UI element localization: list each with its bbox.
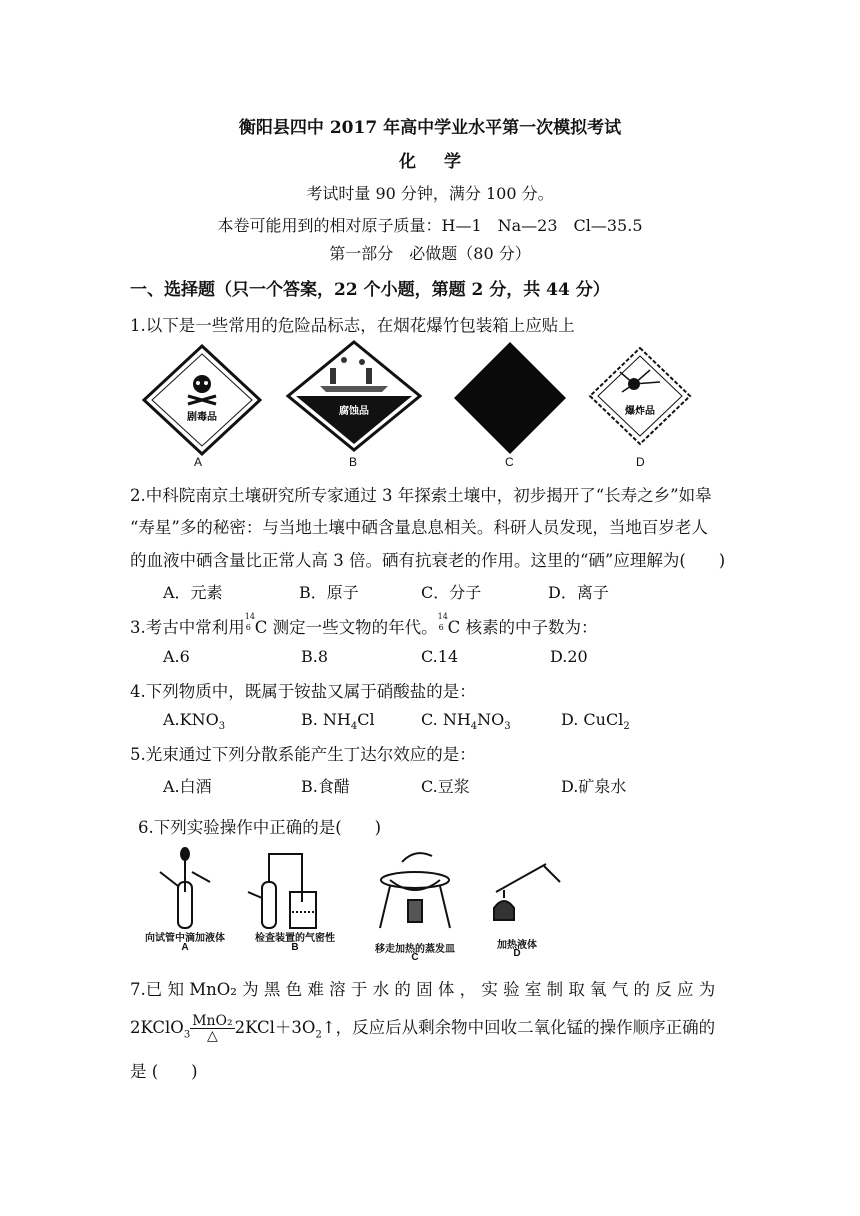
q2-option-d: D．离子 [548,583,609,602]
q3-element-1: C [254,618,268,637]
q5-stem: 5.光束通过下列分散系能产生丁达尔效应的是： [130,745,476,764]
q7-eq-left: 2KClO [130,1018,184,1037]
q5-option-a: A.白酒 [163,777,212,796]
q4-stem: 4.下列物质中，既属于铵盐又属于硝酸盐的是： [130,682,476,701]
q1-label-d: D [636,455,645,469]
q2-line-3: 的血液中硒含量比正常人高 3 倍。硒有抗衰老的作用。这里的“硒”应理解为( ) [130,551,726,570]
section-title: 一、选择题（只一个答案，22 个小题，第题 2 分，共 44 分） [130,280,610,300]
q6-label-d: D [513,948,521,959]
q1-label-a: A [194,455,203,469]
lab-operations-figure [140,842,580,934]
q3-nuclide-mass-2: 14 [437,612,448,621]
q7-eq-left-sub: 3 [183,1029,191,1041]
toxic-sign-text: 剧毒品 [187,412,217,423]
q7-line-1: 7.已 知 MnO₂ 为 黑 色 难 溶 于 水 的 固 体 ， 实 验 室 制 取 氧 气 的 反 应 为 [130,980,716,999]
subject-title [0,147,860,172]
q3-stem-b: 测定一些文物的年代。 [272,618,438,637]
q2-option-c: C．分子 [421,583,482,602]
q5-option-b: B.食醋 [301,777,350,796]
q6-caption-a: 向试管中滴加液体 [145,933,225,944]
corrosive-sign-icon [288,342,420,450]
q3-option-b: B.8 [301,647,329,666]
q7-eq-right-sub: 2 [315,1029,322,1041]
q4-c-text: C. NH [421,710,471,729]
q6-label-b: B [291,942,299,953]
corrosive-sign-text: 腐蚀品 [339,406,369,417]
q4-b-text: B. NH [301,710,351,729]
q7-catalyst: MnO₂ [192,1013,233,1029]
q6-label-a: A [181,942,189,953]
q4-d-sub: 2 [623,721,630,733]
evaporating-dish-icon [380,853,450,928]
q7-eq-tail: ↑，反应后从剩余物中回收二氧化锰的操作顺序正确的 [321,1018,716,1037]
q4-a-text: A.KNO [163,710,219,729]
hazard-signs [130,338,730,458]
q1-label-b: B [349,455,358,469]
q5-option-d: D.矿泉水 [561,777,627,796]
q2-option-b: B．原子 [299,583,359,602]
q3-nuclide-1 [245,614,255,630]
q3-stem [130,614,598,638]
explosive-sign-icon [590,348,690,444]
time-info: 考试时量 90 分钟，满分 100 分。 [306,184,554,203]
q4-c-mid: NO [477,710,505,729]
q2-line-1: 2.中科院南京土壤研究所专家通过 3 年探索土壤中，初步揭开了“长寿之乡”如皋 [130,486,712,505]
q3-option-c: C.14 [421,647,459,666]
q4-option-b [301,710,375,732]
q5-option-c: C.豆浆 [421,777,470,796]
q2-option-a: A．元素 [163,583,223,602]
q1-label-c: C [505,455,514,469]
q1-stem: 1.以下是一些常用的危险品标志，在烟花爆竹包装箱上应贴上 [130,316,575,335]
q7-equation-line [130,1014,715,1043]
subject-char-2: 学 [444,152,461,172]
q7-eq-right: 2KCl＋3O [234,1018,316,1037]
q3-nuclide-2 [438,614,448,630]
q4-d-text: D. CuCl [561,710,624,729]
atomic-mass-info: 本卷可能用到的相对原子质量：H—1 Na—23 Cl—35.5 [217,216,643,235]
q4-b-sub: 4 [350,721,358,733]
q3-element-2: C [447,618,461,637]
q4-a-sub: 3 [218,721,226,733]
q4-option-c [421,710,511,732]
toxic-sign-icon [144,346,260,454]
q4-c-sub2: 3 [504,721,511,733]
q3-nuclide-z-2: 6 [438,623,444,632]
q7-condition: △ [207,1028,218,1044]
q3-option-a: A.6 [163,647,190,666]
q4-option-a [163,710,225,732]
q3-stem-c: 核素的中子数为： [465,618,598,637]
explosive-sign-text: 爆炸品 [625,406,655,417]
q3-stem-a: 3.考古中常利用 [130,618,245,637]
q3-option-d: D.20 [550,647,588,666]
q2-line-2: “寿星”多的秘密：与当地土壤中硒含量息息相关。科研人员发现，当地百岁老人 [130,518,708,537]
q4-c-sub: 4 [470,721,478,733]
q6-caption-c: 移走加热的蒸发皿 [375,944,455,955]
q6-caption-b: 检查装置的气密性 [255,933,335,944]
exam-title: 衡阳县四中 2017 年高中学业水平第一次模拟考试 [238,118,622,138]
dropper-test-tube-icon [160,848,210,928]
q7-reaction-condition [190,1014,234,1043]
q6-label-c: C [411,952,419,963]
airtightness-check-icon [248,854,316,928]
q3-nuclide-mass-1: 14 [244,612,255,621]
part-title: 第一部分 必做题（80 分） [329,244,531,263]
q6-stem: 6.下列实验操作中正确的是( ) [138,818,382,837]
black-diamond-sign-icon [454,342,566,454]
q3-nuclide-z-1: 6 [245,623,251,632]
q4-b-end: Cl [357,710,375,729]
q7-line-3: 是 ( ) [130,1062,198,1081]
q6-caption-d: 加热液体 [497,940,537,951]
heating-liquid-icon [494,864,560,920]
subject-char-1: 化 [399,152,416,172]
q4-option-d [561,710,630,732]
